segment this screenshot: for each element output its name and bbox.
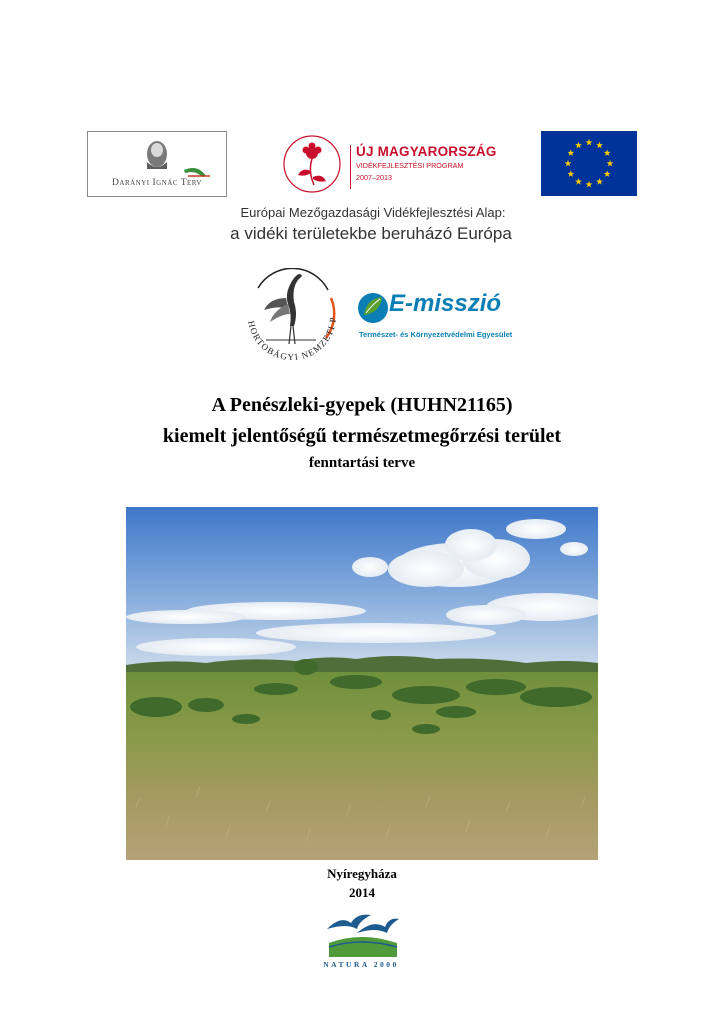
document-title-line-1: A Penészleki-gyepek (HUHN21165) [211,394,513,416]
document-title-line-3: fenntartási terve [308,455,416,471]
eu-star-icon [567,149,574,156]
daranyi-ignac-terv-logo [87,131,227,197]
eu-star-icon [575,142,582,149]
eu-star-icon [586,139,593,146]
e-misszio-logo [356,289,541,344]
eu-flag [541,131,637,196]
e-misszio-name: E-misszió [389,290,502,317]
eu-star-icon [565,160,572,167]
eu-star-icon [604,170,611,177]
publication-city: Nyíregyháza [327,866,397,881]
leaf-globe-icon [356,289,390,329]
daranyi-caption: Darányi Ignác Terv [112,178,202,188]
uj-magyarorszag-program: VIDÉKFEJLESZTÉSI PROGRAM [356,161,464,170]
publication-year: 2014 [349,885,375,900]
eu-stars-icon [541,131,637,196]
eu-star-icon [567,170,574,177]
grassland-landscape-photo [126,507,598,860]
flower-emblem-icon [278,131,348,197]
uj-magyarorszag-title: ÚJ MAGYARORSZÁG [356,144,497,159]
document-title-line-2: kiemelt jelentőségű természetmegőrzési terület [162,425,562,447]
landscape-image [126,507,598,860]
eu-star-icon [575,178,582,185]
crane-emblem-icon [236,268,348,368]
eu-star-icon [604,149,611,156]
hortobagy-caption: HORTOBÁGYI NEMZETI P [246,316,339,363]
uj-magyarorszag-years: 2007–2013 [356,173,392,182]
uj-magyarorszag-logo [278,131,513,197]
eu-star-icon [586,181,593,188]
eu-star-icon [607,160,614,167]
natura-2000-logo [323,909,399,973]
divider-line [350,145,351,189]
birds-icon [323,909,399,961]
eu-star-icon [596,178,603,185]
natura-caption: NATURA 2000 [323,960,399,969]
fund-line-2: a vidéki területekbe beruházó Európa [230,224,512,243]
hortobagy-national-park-logo [236,268,348,368]
eu-star-icon [596,142,603,149]
e-misszio-subtitle: Természet- és Környezetvédelmi Egyesület [359,330,513,339]
fund-line-1: Európai Mezőgazdasági Vidékfejlesztési Alap: [240,205,506,220]
